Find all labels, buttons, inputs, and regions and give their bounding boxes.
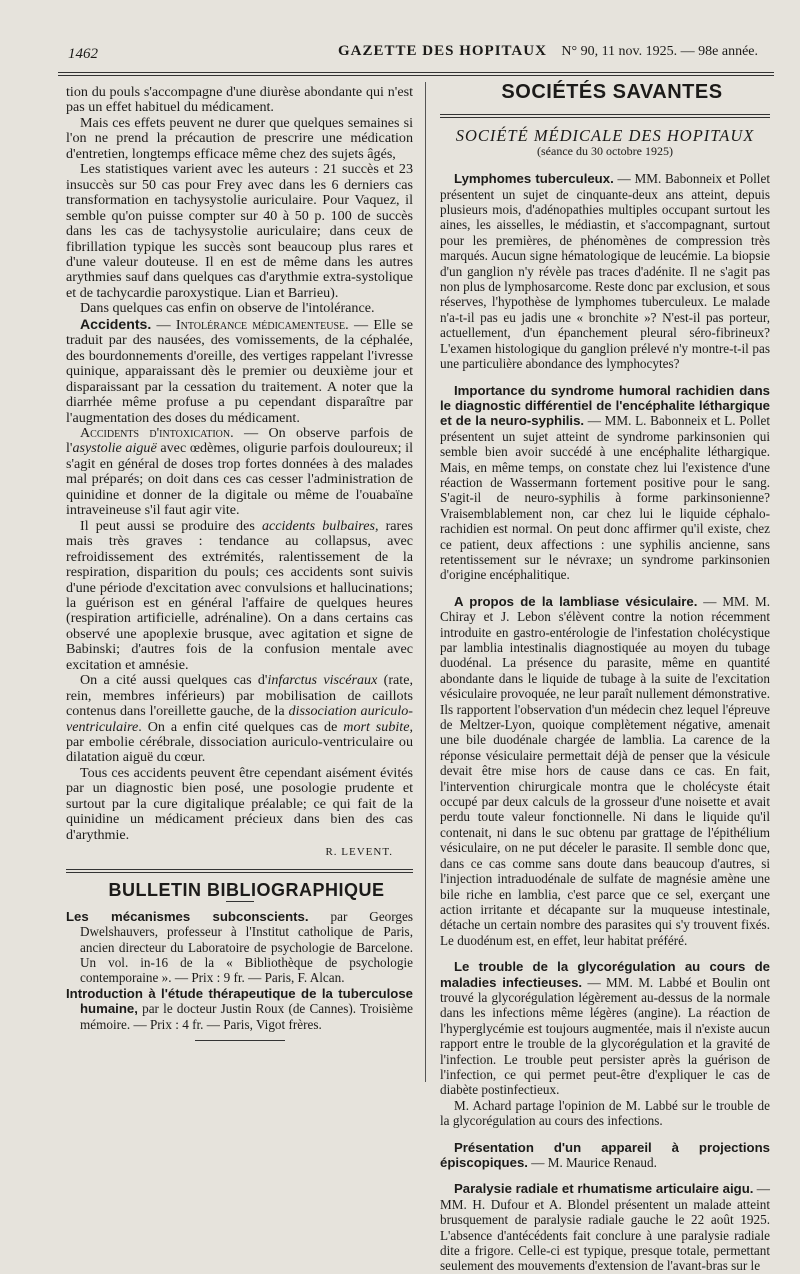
emphasis: dissociation auriculo-ventriculaire [66,703,413,735]
report-heading: Importance du syndrome humoral rachidien dans le diagnostic différentiel de l'encéphalite léthargique et de la neuro-syphilis. [440,382,770,429]
report-text: — MM. Babonneix et Pollet présentent un sujet de cinquante-deux ans atteint, depuis plusieurs mois, d'adénopathies multiples occupant surtout les aines, les aisselles, le médiastin, et s'accompagnant, surtout pour les premières, de phénomènes de compression très marqués. Aucun signe hématologique de leucémie. La biopsie d'un ganglion n'y révèle pas traces d'adénite. Il ne s'agit pas non plus de lymphosarcome. Reste donc par exclusion, et sous réserves, l'hypothèse de lymphomes tuberculeux. Le malade n'a-t-il pas eu jadis une « bronchite »? N'est-il pas porteur, actuellement, d'un épanchement pleural séro-fibrineux? L'examen histologique du ganglion prélevé n'y montre-t-il pas une particulière abondance des lymphocytes? [440,171,770,372]
section-title: SOCIÉTÉS SAVANTES [501,81,723,103]
paragraph: tion du pouls s'accompagne d'une diurèse abondante qui n'est pas un effet habituel du médicament. [66,84,413,116]
intoxication-subheading: Accidents d'intoxication. [80,424,234,441]
section-rule [440,114,770,118]
report-paragraph [440,383,770,583]
text-run: Il peut aussi se produire des [80,517,262,534]
report-text: — M. Maurice Renaud. [527,1155,657,1170]
text-run: . On a enfin cité quelques cas de [138,718,344,735]
report-paragraph [440,171,770,371]
accidents-paragraph: Accidents. — Intolérance médicamenteuse. — Elle se traduit par des nausées, des vomissements, de la céphalée, des bourdonnements d'oreille, des vertiges rappelant l'ivresse quinique, apparaissant dès le premier ou deuxième jour et disparaissant par la cessation du traitement. A noter que la diarrhée même profuse a pu cependant disparaître par l'augmentation des doses du médicament. [66,315,414,426]
report-paragraph [440,959,770,1098]
header-rule [58,72,774,76]
emphasis: asystolie aiguë [72,440,157,457]
right-column [440,81,770,1274]
report-heading: Lymphomes tuberculeux. [454,171,614,187]
text-run: On observe parfois de l' [66,424,414,457]
report-paragraph [440,594,770,948]
report-heading: Paralysie radiale et rhumatisme articulaire aigu. [454,1181,754,1197]
text-run: On a cité aussi quelques cas d' [80,672,268,689]
infarctus-paragraph [66,673,413,766]
column-divider [425,82,426,1082]
emphasis: accidents bulbaires [261,517,375,534]
paragraph: Tous ces accidents peuvent être cependant aisément évités par un diagnostic bien posé, une posologie prudente et surtout par la cure digitalique préalable; ce qui fait de la quinidine un médicament précieux dans bien des cas d'arythmie. [66,764,413,843]
section-rule [66,869,413,873]
text-run: , par embolie cérébrale, dissociation auriculo-ventriculaire ou dilatation aiguë du cœur. [66,718,413,766]
entry-title: Les mécanismes subconscients. [66,909,309,925]
text-run: avec œdèmes, oligurie parfois douloureux; il s'agit en général de doses trop fortes données à des malades mal préparés; on doit dans ces cas cesser l'administration de quinidine et donner de la digitale ou même de l'ouabaïne intraveineuse s'il faut agir vite. [66,440,413,519]
paragraph: Dans quelques cas enfin on observe de l'intolérance. [80,300,375,317]
intolerance-subheading: Intolérance médicamenteuse. [175,316,349,333]
emphasis: mort subite [343,718,410,735]
bibliography-entry [66,909,413,985]
report-text: — MM. M. Labbé et Boulin ont trouvé la glycorégulation légèrement au-dessus de la normale dans les infections même légères (angine). La réaction de l'hyperglycémie est toujours augmentée, mais il n'existe aucun rapport entre le trouble de la glycorégulation et la gravité de l'infection. Le trouble peut persister après la guérison de l'infection, ce qui permet peut-être d'expliquer le cas de diabète postinfectieux. [440,974,770,1098]
left-column [66,85,413,1110]
accidents-text: Elle se traduit par des nausées, des vomissements, de la céphalée, des bourdonnements d'oreille, des vertiges rappelant l'ivresse quinique, apparaissant dès le premier ou deuxième jour et disparaissant par la cessation du traitement. A noter que la diarrhée même profuse a pu cependant disparaître par l'augmentation des doses du médicament. [66,316,414,426]
page-number: 1462 [68,46,98,62]
end-rule [195,1040,285,1041]
emphasis: infarctus viscéraux [267,672,378,689]
report-text: — MM. M. Chiray et J. Lebon s'élèvent contre la notion récemment introduite en gastro-entérologie de l'infestation cholécystique par lamblia intestinalis diagnostiquée au moyen du tubage duodénal. La présence du parasite, même en quantité abondante dans le liquide de tubage à la suite de l'excitation vésiculaire provoquée, ne leur paraît nullement démonstrative. Ils rapportent l'observation d'un médecin chez lequel l'épreuve de Meltzer-Lyon, quoique complètement négative, amenait une bile duodénale chargée de lamblia. La carence de la réponse vésiculaire permettait déjà de penser que la vésicule devait être mise hors de cause dans ce cas. En fait, l'intervention chirurgicale montra que le cholécyste était occupé par deux calculs de la grosseur d'une noisette et avait perdu toute valeur fonctionnelle. Ni dans le liquide qu'il contenait, ni dans le suc obtenu par grattage de l'épithélium vésiculaire, on ne put déceler le parasite. Il semble donc que, dans ce cas comme sans doute dans beaucoup d'autres, si l'injection intraduodénale de sulfate de magnésie amène une bile riche en lamblia, c'est parce que ce sel, exerçant une action irritante et décapante sur la muqueuse intestinale, détache un certain nombre des parasites qui s'y trouvent fixés. Le duodénum est, en effet, leur habitat préféré. [440,593,770,948]
society-title: SOCIÉTÉ MÉDICALE DES HOPITAUX [455,126,755,146]
bulletin-title: BULLETIN BIBLIOGRAPHIQUE [108,879,385,900]
entry-text: par Georges Dwelshauvers, professeur à l'Institut catholique de Paris, ancien directeur du Laboratoire de psychologie de Barcelone. Un vol. in-16 de la « Bibliothèque de psychologie contemporaine ». — Prix : 9 fr. — Paris, F. Alcan. [80,909,413,985]
paragraph: Les statistiques varient avec les auteurs : 21 succès et 23 insuccès sur 50 cas pour Frey avec dans les 6 derniers cas transformation en tachysystolie auriculaire. Pour Vaquez, il semble qu'on puisse compter sur 40 à 50 p. 100 de succès dans les cas de tachysystolie auriculaire; dans ceux de fibrillation typique les succès sont beaucoup plus rares et d'une valeur douteuse. Il en est de même dans les autres arythmies sauf dans quelques cas d'arythmie extra-systolique et de tachycardie paroxystique. Lian et Barrieu). [66,161,413,301]
report-paragraph [440,1140,770,1171]
entry-text: par le docteur Justin Roux (de Cannes). Troisième mémoire. — Prix : 4 fr. — Paris, Vigot frères. [80,1001,413,1032]
page-header [58,40,770,66]
paragraph: Mais ces effets peuvent ne durer que quelques semaines si l'on ne prend la précaution de prescrire une médication d'entretien, longtemps efficace même chez des sujets âgés, [66,114,413,162]
journal-title: GAZETTE DES HOPITAUX [338,43,547,59]
paragraph: M. Achard partage l'opinion de M. Labbé sur le trouble de la glycorégulation au cours des infections. [440,1097,770,1129]
entry-title: Introduction à l'étude thérapeutique de la tuberculose humaine, [66,986,413,1017]
accidents-heading: Accidents. [80,315,152,332]
intoxication-paragraph: Accidents d'intoxication. — On observe parfois de l'asystolie aiguë avec œdèmes, oligurie parfois douloureux; il s'agit en général de doses trop fortes données à des malades mal préparés; on doit dans ces cas cesser l'administration de quinidine et donner de la digitale ou même de l'ouabaïne intraveineuse s'il faut agir vite. [66,424,414,519]
bulbar-paragraph [66,519,413,674]
author-signature: R. LEVENT. [325,846,393,859]
issue-info: N° 90, 11 nov. 1925. — 98e année. [561,44,758,59]
report-heading: A propos de la lambliase vésiculaire. [454,593,698,609]
report-heading: Le trouble de la glycorégulation au cours de maladies infectieuses. [440,959,770,990]
text-run: , rares mais très graves : tendance au collapsus, avec refroidissement des extrémités, ralentissement de la respiration, disparition du pouls; ces accidents sont suivis d'une période d'excitation avec convulsions et hallucinations; la guérison est en général l'affaire de quelques heures (respiration artificielle, adrénaline). On a dans certains cas observé une apoplexie brusque, avec agitation et signe de Babinski; d'autres fois de la confusion mentale avec excitation et amnésie. [66,517,413,673]
report-text: — MM. H. Dufour et A. Blondel présentent un malade atteint brusquement de paralysie radiale gauche le 22 août 1925. L'absence d'antécédents fait conclure à une paralysie radiale dite a frigore. Celle-ci est typique, presque totale, permettant seulement des mouvements d'extension de l'avant-bras sur le [440,1181,770,1274]
report-paragraph [440,1181,770,1273]
bibliography-entry [66,986,413,1032]
session-date: (séance du 30 octobre 1925) [537,143,673,158]
report-heading: Présentation d'un appareil à projections épiscopiques. [440,1139,770,1170]
report-text: — MM. L. Babonneix et L. Pollet présentent un sujet atteint de syndrome parkinsonien qui semble bien avoir succédé à une encéphalite léthargique. Mais, en même temps, on constate chez lui l'existence d'une réaction de Wassermann fortement positive pour le sang. S'agit-il de neuro-syphilis à forme parkinsonienne? Vraisemblablement non, car chez lui le liquide céphalo-rachidien est normal. On peut donc affirmer qu'il existe, chez ce patient, deux affections : une syphilis ancienne, sans retentissement sur le névraxe; un syndrome parkinsonien d'origine encéphalitique. [440,413,770,583]
text-run: (rate, rein, membres inférieurs) par mobilisation de caillots contenus dans l'oreillette gauche, de la [66,672,413,720]
